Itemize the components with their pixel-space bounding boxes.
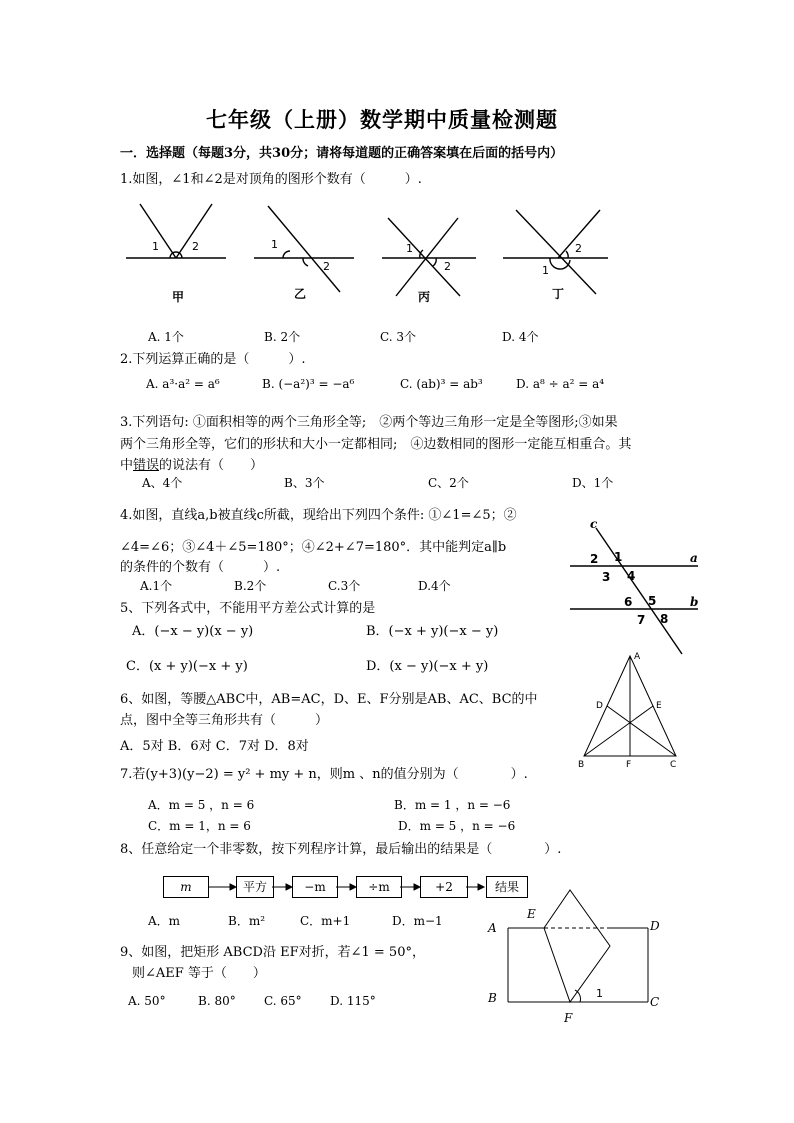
rect-vertex-d: D [650,919,660,933]
q4-line2: ∠4=∠6；③∠4＋∠5=180°；④∠2+∠7=180°．其中能判定a∥b [120,540,507,555]
q3-underlined-word: 错误 [133,458,160,473]
flow-step-plus: +2 [420,876,468,898]
q1-stem: 1.如图，∠1和∠2是对顶角的图形个数有（ ）. [120,172,422,187]
q7-stem: 7.若(y+3)(y−2) = y² + my + n，则m 、n的值分别为（ ）. [120,767,528,782]
fig-label-jia: 甲 [172,290,185,304]
q7-option-b: B．m = 1 ，n = −6 [394,798,511,812]
q1-option-c: C. 3个 [380,330,417,344]
q4-line3: 的条件的个数有（ ）. [120,560,281,575]
section-heading: 一．选择题（每题3分，共30分；请将每道题的正确答案填在后面的括号内） [120,146,564,161]
fig-jia-angle2: 2 [192,240,199,253]
q2-stem: 2.下列运算正确的是（ ）. [120,352,306,367]
q4-parallel-lines-figure [566,516,706,658]
fig-label-yi: 乙 [294,287,307,301]
q5-option-a: A．(−x − y)(x − y) [132,624,254,639]
q3-line2: 两个三角形全等，它们的形状和大小一定都相同; ④边数相同的图形一定能互相重合。其 [120,437,632,452]
fig-ding-angle1: 1 [542,264,549,277]
q6-line2: 点，图中全等三角形共有（ ） [120,713,329,728]
q4-option-c: C.3个 [328,579,361,593]
point-d: D [596,701,603,711]
q9-option-d: D. 115° [330,994,376,1008]
q5-option-b: B．(−x + y)(−x − y) [366,624,499,639]
point-f: F [626,760,632,770]
q4-option-a: A.1个 [140,579,173,593]
q5-option-c: C．(x + y)(−x + y) [126,659,248,674]
q3-line3: 中错误的说法有（ ） [120,458,264,473]
angle-4: 4 [627,569,636,583]
point-e: E [656,701,662,711]
angle-8: 8 [660,612,669,626]
q7-option-c: C．m = 1，n = 6 [148,819,251,833]
q2-option-c: C. (ab)³ = ab³ [400,377,483,391]
flow-step-square: 平方 [236,876,274,898]
angle-5: 5 [648,594,657,608]
q4-option-b: B.2个 [234,579,267,593]
fig-jia-angle1: 1 [152,240,159,253]
fold-point-e: E [527,907,536,921]
q5-option-d: D．(x − y)(−x + y) [366,659,489,674]
line-b-label: b [690,595,699,609]
angle-7: 7 [637,613,646,627]
flow-step-result: 结果 [486,876,528,898]
q1-option-b: B. 2个 [264,330,301,344]
flow-step-minus: −m [292,876,338,898]
q9-option-a: A. 50° [128,994,166,1008]
q3-line1: 3.下列语句: ①面积相等的两个三角形全等; ②两个等边三角形一定是全等图形;③如果 [120,415,618,430]
q6-triangle-figure [574,648,686,770]
q4-option-d: D.4个 [418,579,451,593]
q4-line1: 4.如图，直线a,b被直线c所截，现给出下列四个条件: ①∠1=∠5；② [120,508,517,523]
fig-yi-angle2: 2 [323,260,330,273]
q8-flow-arrows [160,870,540,904]
page-title: 七年级（上册）数学期中质量检测题 [206,107,558,132]
q8-option-c: C．m+1 [300,914,351,928]
q5-stem: 5、下列各式中，不能用平方差公式计算的是 [120,601,376,616]
angle-1: 1 [614,550,623,564]
q8-option-b: B．m² [228,914,266,928]
angle-2: 2 [590,552,599,566]
fig-ding-angle2: 2 [575,242,582,255]
q2-option-d: D. a⁸ ÷ a² = a⁴ [516,377,605,391]
fig-bing-angle1: 1 [406,242,413,255]
fig-yi-angle1: 1 [271,238,278,251]
q8-stem: 8、任意给定一个非零数，按下列程序计算，最后输出的结果是（ ）. [120,842,562,857]
vertex-b: B [578,760,585,770]
vertex-a: A [634,652,641,662]
rect-vertex-a: A [488,921,497,935]
q3-option-c: C、2个 [428,476,469,490]
vertex-c: C [670,760,677,770]
q9-option-c: C. 65° [264,994,302,1008]
q2-option-b: B. (−a²)³ = −a⁶ [262,377,355,391]
line-c-label: c [590,517,598,531]
q7-option-d: D．m = 5 ，n = −6 [398,819,516,833]
q6-line1: 6、如图，等腰△ABC中，AB=AC，D、E、F分别是AB、AC、BC的中 [120,692,538,707]
fold-point-f: F [564,1011,573,1025]
fig-label-bing: 丙 [418,290,431,304]
flow-step-divide: ÷m [356,876,402,898]
q6-options: A．5对 B．6对 C．7对 D．8对 [120,739,309,754]
q8-option-a: A．m [148,914,181,928]
q9-folded-rectangle-figure [484,882,668,1028]
angle-3: 3 [602,570,611,584]
q1-option-d: D. 4个 [502,330,539,344]
fig-bing-angle2: 2 [444,260,451,273]
q3-option-b: B、3个 [284,476,325,490]
fig-label-ding: 丁 [552,287,565,301]
q7-option-a: A．m = 5 ，n = 6 [148,798,255,812]
q9-line2: 则∠AEF 等于（ ） [132,966,266,981]
q1-option-a: A. 1个 [148,330,184,344]
q2-option-a: A. a³·a² = a⁶ [146,377,220,391]
angle-1-label: 1 [596,987,603,1000]
rect-vertex-c: C [650,995,660,1009]
flow-step-input: m [163,876,209,898]
q3-option-a: A、4个 [142,476,183,490]
angle-6: 6 [624,595,633,609]
q9-option-b: B. 80° [198,994,236,1008]
q9-line1: 9、如图，把矩形 ABCD沿 EF对折，若∠1 = 50°， [120,945,425,960]
q1-figures [118,196,618,311]
q3-option-d: D、1个 [572,476,614,490]
q8-option-d: D．m−1 [392,914,443,928]
rect-vertex-b: B [488,991,497,1005]
line-a-label: a [690,551,698,565]
